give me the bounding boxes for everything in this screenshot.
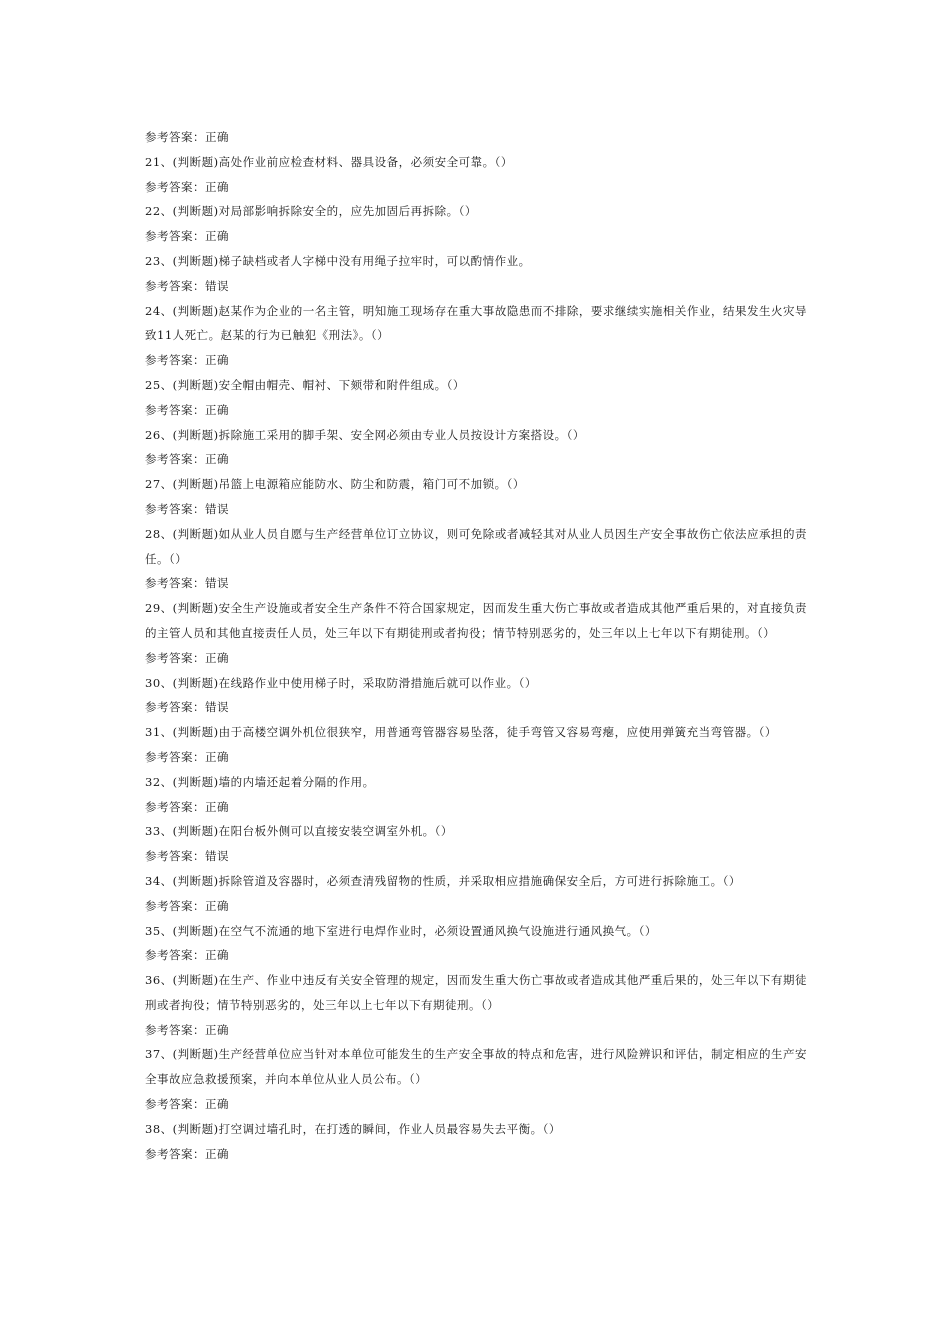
answer-31: 参考答案：正确 (145, 749, 229, 764)
question-32: 32、(判断题)墙的内墙还起着分隔的作用。 (145, 774, 375, 789)
answer-34: 参考答案：正确 (145, 898, 229, 913)
answer-21: 参考答案：正确 (145, 179, 229, 194)
question-24: 24、(判断题)赵某作为企业的一名主管，明知施工现场存在重大事故隐患而不排除，要求继续实施相关作业，结果发生火灾导致11人死亡。赵某的行为已触犯《刑法》。（） (145, 303, 807, 343)
question-28: 28、(判断题)如从业人员自愿与生产经营单位订立协议，则可免除或者减轻其对从业人员因生产安全事故伤亡依法应承担的责任。（） (145, 526, 807, 566)
document-page (145, 125, 807, 1166)
question-30: 30、(判断题)在线路作业中使用梯子时，采取防滑措施后就可以作业。（） (145, 675, 537, 690)
answer-37: 参考答案：正确 (145, 1097, 229, 1112)
question-31: 31、(判断题)由于高楼空调外机位很狭窄，用普通弯管器容易坠落，徒手弯管又容易弯瘪，应使用弹簧充当弯管器。（） (145, 725, 777, 740)
answer-32: 参考答案：正确 (145, 799, 229, 814)
question-37: 37、(判断题)生产经营单位应当针对本单位可能发生的生产安全事故的特点和危害，进行风险辨识和评估，制定相应的生产安全事故应急救援预案，并向本单位从业人员公布。（） (145, 1047, 807, 1087)
answer-30: 参考答案：错误 (145, 700, 229, 715)
answer-29: 参考答案：正确 (145, 650, 229, 665)
answer-26: 参考答案：正确 (145, 452, 229, 467)
question-33: 33、(判断题)在阳台板外侧可以直接安装空调室外机。（） (145, 824, 453, 839)
answer-38: 参考答案：正确 (145, 1146, 229, 1161)
question-22: 22、(判断题)对局部影响拆除安全的，应先加固后再拆除。（） (145, 204, 477, 219)
answer-28: 参考答案：错误 (145, 576, 229, 591)
answer-36: 参考答案：正确 (145, 1022, 229, 1037)
answer-25: 参考答案：正确 (145, 402, 229, 417)
answer-23: 参考答案：错误 (145, 278, 229, 293)
answer-22: 参考答案：正确 (145, 229, 229, 244)
question-34: 34、(判断题)拆除管道及容器时，必须查清残留物的性质，并采取相应措施确保安全后，方可进行拆除施工。（） (145, 873, 741, 888)
answer-33: 参考答案：错误 (145, 849, 229, 864)
answer-27: 参考答案：错误 (145, 501, 229, 516)
question-38: 38、(判断题)打空调过墙孔时，在打透的瞬间，作业人员最容易失去平衡。（） (145, 1121, 561, 1136)
answer-line: 参考答案：正确 (145, 130, 229, 144)
question-27: 27、(判断题)吊篮上电源箱应能防水、防尘和防震，箱门可不加锁。（） (145, 477, 525, 492)
answer-35: 参考答案：正确 (145, 948, 229, 963)
question-23: 23、(判断题)梯子缺档或者人字梯中没有用绳子拉牢时，可以酌情作业。 (145, 253, 531, 268)
answer-24: 参考答案：正确 (145, 353, 229, 368)
question-25: 25、(判断题)安全帽由帽壳、帽衬、下颏带和附件组成。（） (145, 377, 465, 392)
question-35: 35、(判断题)在空气不流通的地下室进行电焊作业时，必须设置通风换气设施进行通风换气。（） (145, 923, 657, 938)
question-36: 36、(判断题)在生产、作业中违反有关安全管理的规定，因而发生重大伤亡事故或者造成其他严重后果的，处三年以下有期徒刑或者拘役；情节特别恶劣的，处三年以上七年以下有期徒刑。（） (145, 973, 807, 1012)
question-21: 21、(判断题)高处作业前应检查材料、器具设备，必须安全可靠。（） (145, 154, 513, 169)
question-26: 26、(判断题)拆除施工采用的脚手架、安全网必须由专业人员按设计方案搭设。（） (145, 427, 585, 442)
question-29: 29、(判断题)安全生产设施或者安全生产条件不符合国家规定，因而发生重大伤亡事故或者造成其他严重后果的，对直接负责的主管人员和其他直接责任人员，处三年以下有期徒刑或者拘役；情节特别恶劣的，处三年以上七年以下有期徒刑。（） (145, 601, 807, 640)
